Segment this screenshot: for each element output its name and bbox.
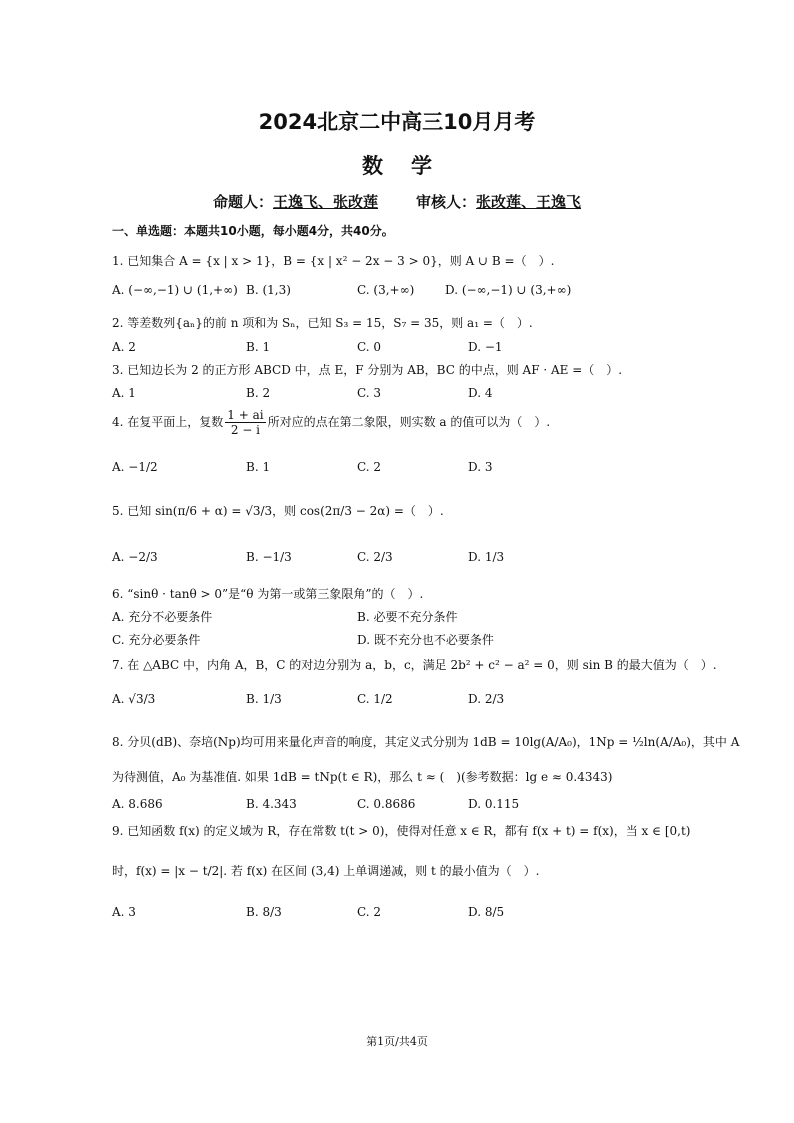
q3-option-d[interactable]: D. 4 xyxy=(468,386,493,400)
author-label: 命题人： xyxy=(212,193,273,211)
q5-option-b[interactable]: B. −1/3 xyxy=(246,550,292,564)
q5-option-c[interactable]: C. 2/3 xyxy=(357,550,393,564)
q4-text-before: 4. 在复平面上，复数 xyxy=(112,415,224,429)
reviewer-names: 张改莲、王逸飞 xyxy=(476,193,582,211)
q2-option-c[interactable]: C. 0 xyxy=(357,340,382,354)
q7-option-d[interactable]: D. 2/3 xyxy=(468,692,505,706)
q2-option-b[interactable]: B. 1 xyxy=(246,340,271,354)
q8-option-b[interactable]: B. 4.343 xyxy=(246,797,297,811)
q3-option-a[interactable]: A. 1 xyxy=(112,386,136,400)
question-7: 7. 在 △ABC 中，内角 A，B，C 的对边分别为 a，b，c，满足 2b² + c² − a² = 0，则 sin B 的最大值为（ ）. xyxy=(112,658,717,672)
question-1: 1. 已知集合 A = {x | x > 1}，B = {x | x² − 2x − 3 > 0}，则 A ∪ B =（ ）. xyxy=(112,254,555,268)
question-8-line-1: 8. 分贝(dB)、奈培(Np)均可用来量化声音的响度，其定义式分别为 1dB = 10lg(A/A₀)，1Np = ½ln(A/A₀)，其中 A xyxy=(112,735,740,749)
q4-fraction-numerator: 1 + ai xyxy=(227,408,264,422)
q9-option-d[interactable]: D. 8/5 xyxy=(468,905,505,919)
question-5: 5. 已知 sin(π/6 + α) = √3/3，则 cos(2π/3 − 2α) =（ ）. xyxy=(112,504,444,518)
question-4 xyxy=(112,408,550,437)
q5-option-a[interactable]: A. −2/3 xyxy=(112,550,158,564)
exam-authors xyxy=(0,191,794,212)
q3-option-b[interactable]: B. 2 xyxy=(246,386,271,400)
reviewer-label: 审核人： xyxy=(416,193,477,211)
q6-option-c[interactable]: C. 充分必要条件 xyxy=(112,633,201,647)
q8-option-d[interactable]: D. 0.115 xyxy=(468,797,520,811)
author-names: 王逸飞、张改莲 xyxy=(272,193,378,211)
question-9-line-1: 9. 已知函数 f(x) 的定义域为 R，存在常数 t(t > 0)，使得对任意 x ∈ R，都有 f(x + t) = f(x)，当 x ∈ [0,t) xyxy=(112,824,691,838)
q6-option-b[interactable]: B. 必要不充分条件 xyxy=(357,610,458,624)
q7-option-b[interactable]: B. 1/3 xyxy=(246,692,282,706)
q9-option-a[interactable]: A. 3 xyxy=(112,905,136,919)
exam-subject: 数学 xyxy=(362,154,460,178)
q4-fraction xyxy=(225,408,265,437)
q9-option-b[interactable]: B. 8/3 xyxy=(246,905,282,919)
section-heading: 一、单选题：本题共10小题，每小题4分，共40分。 xyxy=(112,224,394,238)
question-2: 2. 等差数列{aₙ}的前 n 项和为 Sₙ，已知 S₃ = 15，S₇ = 35，则 a₁ =（ ）. xyxy=(112,316,533,330)
q3-option-c[interactable]: C. 3 xyxy=(357,386,382,400)
q8-option-c[interactable]: C. 0.8686 xyxy=(357,797,416,811)
q6-option-d[interactable]: D. 既不充分也不必要条件 xyxy=(357,633,494,647)
question-6: 6. “sinθ · tanθ > 0”是“θ 为第一或第三象限角”的（ ）. xyxy=(112,587,424,601)
q4-option-a[interactable]: A. −1/2 xyxy=(112,460,158,474)
q1-option-b[interactable]: B. (1,3) xyxy=(246,283,291,297)
q8-option-a[interactable]: A. 8.686 xyxy=(112,797,163,811)
q4-option-b[interactable]: B. 1 xyxy=(246,460,271,474)
q9-option-c[interactable]: C. 2 xyxy=(357,905,382,919)
exam-title: 2024北京二中高三10月月考 xyxy=(258,110,536,134)
q2-option-d[interactable]: D. −1 xyxy=(468,340,503,354)
q2-option-a[interactable]: A. 2 xyxy=(112,340,136,354)
q4-fraction-denominator: 2 − i xyxy=(230,423,260,437)
q5-option-d[interactable]: D. 1/3 xyxy=(468,550,505,564)
q1-option-c[interactable]: C. (3,+∞) xyxy=(357,283,415,297)
q1-option-a[interactable]: A. (−∞,−1) ∪ (1,+∞) xyxy=(112,283,238,297)
q1-option-d[interactable]: D. (−∞,−1) ∪ (3,+∞) xyxy=(445,283,572,297)
question-9-line-2: 时，f(x) = |x − t/2|. 若 f(x) 在区间 (3,4) 上单调递减，则 t 的最小值为（ ）. xyxy=(112,864,540,878)
q6-option-a[interactable]: A. 充分不必要条件 xyxy=(112,610,213,624)
q7-option-c[interactable]: C. 1/2 xyxy=(357,692,393,706)
question-8-line-2: 为待测值，A₀ 为基准值. 如果 1dB = tNp(t ∈ R)，那么 t ≈ ( )(参考数据：lg e ≈ 0.4343) xyxy=(112,770,613,784)
question-3: 3. 已知边长为 2 的正方形 ABCD 中，点 E，F 分别为 AB，BC 的中点，则 AF · AE =（ ）. xyxy=(112,363,623,377)
q4-option-c[interactable]: C. 2 xyxy=(357,460,382,474)
q4-text-after: 所对应的点在第二象限，则实数 a 的值可以为（ ）. xyxy=(267,415,551,429)
page-footer: 第1页/共4页 xyxy=(366,1035,428,1048)
q7-option-a[interactable]: A. √3/3 xyxy=(112,692,156,706)
q4-option-d[interactable]: D. 3 xyxy=(468,460,493,474)
